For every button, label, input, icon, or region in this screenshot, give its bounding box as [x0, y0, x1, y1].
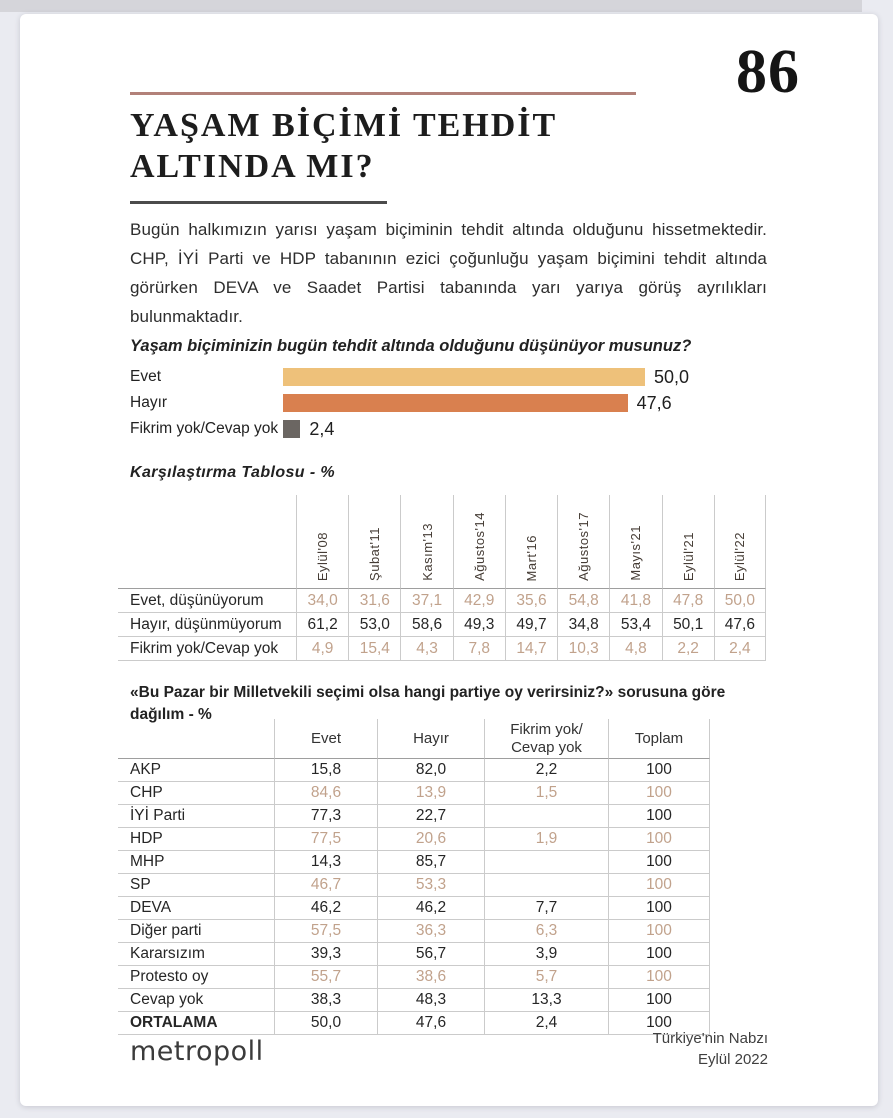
t2-cell: 1,5 [484, 782, 608, 805]
t2-cell: 100 [608, 1012, 710, 1035]
t1-cell: 4,9 [296, 637, 348, 661]
t1-row-label: Fikrim yok/Cevap yok [118, 637, 296, 661]
t2-cell [484, 874, 608, 897]
t2-cell: 100 [608, 759, 710, 782]
t2-cell: 100 [608, 920, 710, 943]
chart-value: 47,6 [636, 392, 672, 413]
t1-header-col [453, 495, 505, 589]
rotated-label [401, 523, 452, 581]
t1-header-text: Mayıs'21 [628, 525, 644, 581]
t2-cell: 100 [608, 805, 710, 828]
t2-header-line: Fikrim yok/ [510, 721, 583, 739]
tagline-line-2: Eylül 2022 [697, 1051, 768, 1068]
t1-cell: 42,9 [453, 589, 505, 613]
chart-label: Hayır [130, 394, 168, 411]
t2-cell: 47,6 [377, 1012, 484, 1035]
page-title [130, 106, 690, 188]
t2-row-label: AKP [118, 759, 274, 782]
t2-row-label: Protesto oy [118, 966, 274, 989]
t1-cell: 34,0 [296, 589, 348, 613]
t1-header-empty [118, 495, 296, 589]
t2-cell: 46,2 [377, 897, 484, 920]
t1-cell: 53,4 [609, 613, 661, 637]
t1-cell: 54,8 [557, 589, 609, 613]
t1-header-col [400, 495, 452, 589]
t1-cell: 47,6 [714, 613, 766, 637]
t1-row-label: Evet, düşünüyorum [118, 589, 296, 613]
t1-header-col [296, 495, 348, 589]
t1-header-text: Eylül'22 [732, 531, 748, 581]
t1-cell: 2,2 [662, 637, 714, 661]
t2-cell: 100 [608, 966, 710, 989]
chart-value: 50,0 [654, 366, 690, 387]
t1-cell: 50,1 [662, 613, 714, 637]
t2-cell: 46,7 [274, 874, 377, 897]
t2-cell [484, 851, 608, 874]
t2-row-label: CHP [118, 782, 274, 805]
report-page [20, 14, 878, 1106]
rotated-label [715, 532, 765, 581]
t2-cell: 2,2 [484, 759, 608, 782]
t2-cell: 50,0 [274, 1012, 377, 1035]
chart-row-evet [130, 368, 770, 386]
t1-cell: 49,3 [453, 613, 505, 637]
t2-cell: 53,3 [377, 874, 484, 897]
intro-paragraph: Bugün halkımızın yarısı yaşam biçiminin tehdit altında olduğunu hissetmektedir. CHP, İYİ Parti ve HDP tabanının ezici çoğunluğu yaşam biçimini tehdit altında görürken DEVA ve Saadet Partisi tabanında yarı yarıya görüş ayrılıkları bulunmaktadır. [130, 220, 767, 326]
t2-row-label: Kararsızım [118, 943, 274, 966]
t2-cell: 22,7 [377, 805, 484, 828]
t2-row-label: Diğer parti [118, 920, 274, 943]
t1-header-col [557, 495, 609, 589]
t1-cell: 41,8 [609, 589, 661, 613]
t2-row-label: SP [118, 874, 274, 897]
t2-cell: 13,3 [484, 989, 608, 1012]
t1-cell: 49,7 [505, 613, 557, 637]
t2-cell: 77,5 [274, 828, 377, 851]
chart-row-hayir [130, 394, 770, 412]
t1-row-label: Hayır, düşünmüyorum [118, 613, 296, 637]
t2-cell: 2,4 [484, 1012, 608, 1035]
t1-cell: 47,8 [662, 589, 714, 613]
t2-header-evet: Evet [274, 719, 377, 759]
t1-cell: 31,6 [348, 589, 400, 613]
t2-cell: 100 [608, 943, 710, 966]
t2-row-label: HDP [118, 828, 274, 851]
party-table [118, 719, 710, 1035]
rotated-label [297, 532, 348, 581]
chart-bar-fikrim-yok [283, 420, 300, 438]
t1-header-text: Kasım'13 [419, 523, 435, 581]
t2-cell: 100 [608, 989, 710, 1012]
t2-header-toplam: Toplam [608, 719, 710, 759]
rotated-label [349, 527, 400, 581]
t1-header-col [505, 495, 557, 589]
t2-cell [484, 805, 608, 828]
t1-cell: 4,3 [400, 637, 452, 661]
t2-cell: 85,7 [377, 851, 484, 874]
t2-cell: 36,3 [377, 920, 484, 943]
t2-row-label: Cevap yok [118, 989, 274, 1012]
t2-cell: 77,3 [274, 805, 377, 828]
t2-cell: 100 [608, 828, 710, 851]
t1-cell: 61,2 [296, 613, 348, 637]
t1-cell: 7,8 [453, 637, 505, 661]
t2-row-label: MHP [118, 851, 274, 874]
chart-row-fikrim-yok [130, 420, 770, 438]
t2-cell: 56,7 [377, 943, 484, 966]
survey-question: Yaşam biçiminizin bugün tehdit altında olduğunu düşünüyor musunuz? [130, 337, 692, 355]
t2-header-empty [118, 719, 274, 759]
rotated-label [663, 532, 714, 581]
t2-cell: 3,9 [484, 943, 608, 966]
t2-row-label: İYİ Parti [118, 805, 274, 828]
bar-chart [130, 368, 770, 446]
title-line-2: ALTINDA MI? [130, 147, 375, 185]
chart-label: Evet [130, 368, 162, 385]
title-top-rule [130, 92, 636, 95]
window-top-strip [0, 0, 862, 12]
t2-cell: 48,3 [377, 989, 484, 1012]
tagline-line-1: Türkiye'nin Nabzı [652, 1030, 768, 1047]
t1-header-text: Mart'16 [523, 534, 539, 581]
t2-cell: 7,7 [484, 897, 608, 920]
t2-cell: 100 [608, 782, 710, 805]
footer-tagline [468, 1028, 768, 1070]
t1-header-col [609, 495, 661, 589]
t1-cell: 15,4 [348, 637, 400, 661]
t2-cell: 100 [608, 897, 710, 920]
metropoll-logo: metropoll [130, 1036, 264, 1067]
t2-cell: 20,6 [377, 828, 484, 851]
t2-header-hayir: Hayır [377, 719, 484, 759]
party-table-title: «Bu Pazar bir Milletvekili seçimi olsa hangi partiye oy verirsiniz?» sorusuna göre dağılım - % [130, 684, 726, 724]
t1-cell: 58,6 [400, 613, 452, 637]
page-number: 86 [736, 38, 800, 106]
t1-header-text: Şubat'11 [367, 527, 383, 581]
t2-cell: 57,5 [274, 920, 377, 943]
title-underline [130, 201, 387, 204]
t2-header-fikrim-yok [484, 719, 608, 759]
t1-cell: 4,8 [609, 637, 661, 661]
t1-cell: 53,0 [348, 613, 400, 637]
rotated-label [610, 525, 661, 581]
chart-bar-hayir [283, 394, 628, 412]
t1-header-text: Ağustos'17 [576, 512, 592, 581]
title-line-1: YAŞAM BİÇİMİ TEHDİT [130, 107, 558, 144]
t2-cell: 14,3 [274, 851, 377, 874]
t1-header-col [714, 495, 766, 589]
t1-cell: 10,3 [557, 637, 609, 661]
chart-value: 2,4 [309, 418, 335, 439]
t2-cell: 82,0 [377, 759, 484, 782]
t2-cell: 6,3 [484, 920, 608, 943]
comparison-table [118, 495, 766, 661]
t2-cell: 84,6 [274, 782, 377, 805]
t1-cell: 34,8 [557, 613, 609, 637]
t1-header-text: Eylül'08 [315, 531, 331, 581]
t1-cell: 35,6 [505, 589, 557, 613]
t1-header-col [348, 495, 400, 589]
rotated-label [454, 512, 505, 581]
t2-cell: 5,7 [484, 966, 608, 989]
t1-cell: 2,4 [714, 637, 766, 661]
t2-cell: 1,9 [484, 828, 608, 851]
t2-row-label: DEVA [118, 897, 274, 920]
rotated-label [558, 512, 609, 581]
t2-row-label: ORTALAMA [118, 1012, 274, 1035]
t1-header-text: Ağustos'14 [471, 512, 487, 581]
t2-cell: 39,3 [274, 943, 377, 966]
chart-bar-evet [283, 368, 645, 386]
t1-header-text: Eylül'21 [680, 531, 696, 581]
t2-cell: 100 [608, 851, 710, 874]
t1-header-col [662, 495, 714, 589]
t2-header-line: Cevap yok [511, 738, 582, 756]
rotated-label [506, 535, 557, 581]
t2-cell: 46,2 [274, 897, 377, 920]
comparison-table-title: Karşılaştırma Tablosu - % [130, 464, 336, 481]
chart-label: Fikrim yok/Cevap yok [130, 420, 279, 437]
t2-cell: 55,7 [274, 966, 377, 989]
t2-cell: 13,9 [377, 782, 484, 805]
t1-cell: 37,1 [400, 589, 452, 613]
t1-cell: 14,7 [505, 637, 557, 661]
t2-cell: 15,8 [274, 759, 377, 782]
t2-cell: 100 [608, 874, 710, 897]
t2-cell: 38,6 [377, 966, 484, 989]
t2-cell: 38,3 [274, 989, 377, 1012]
t1-cell: 50,0 [714, 589, 766, 613]
